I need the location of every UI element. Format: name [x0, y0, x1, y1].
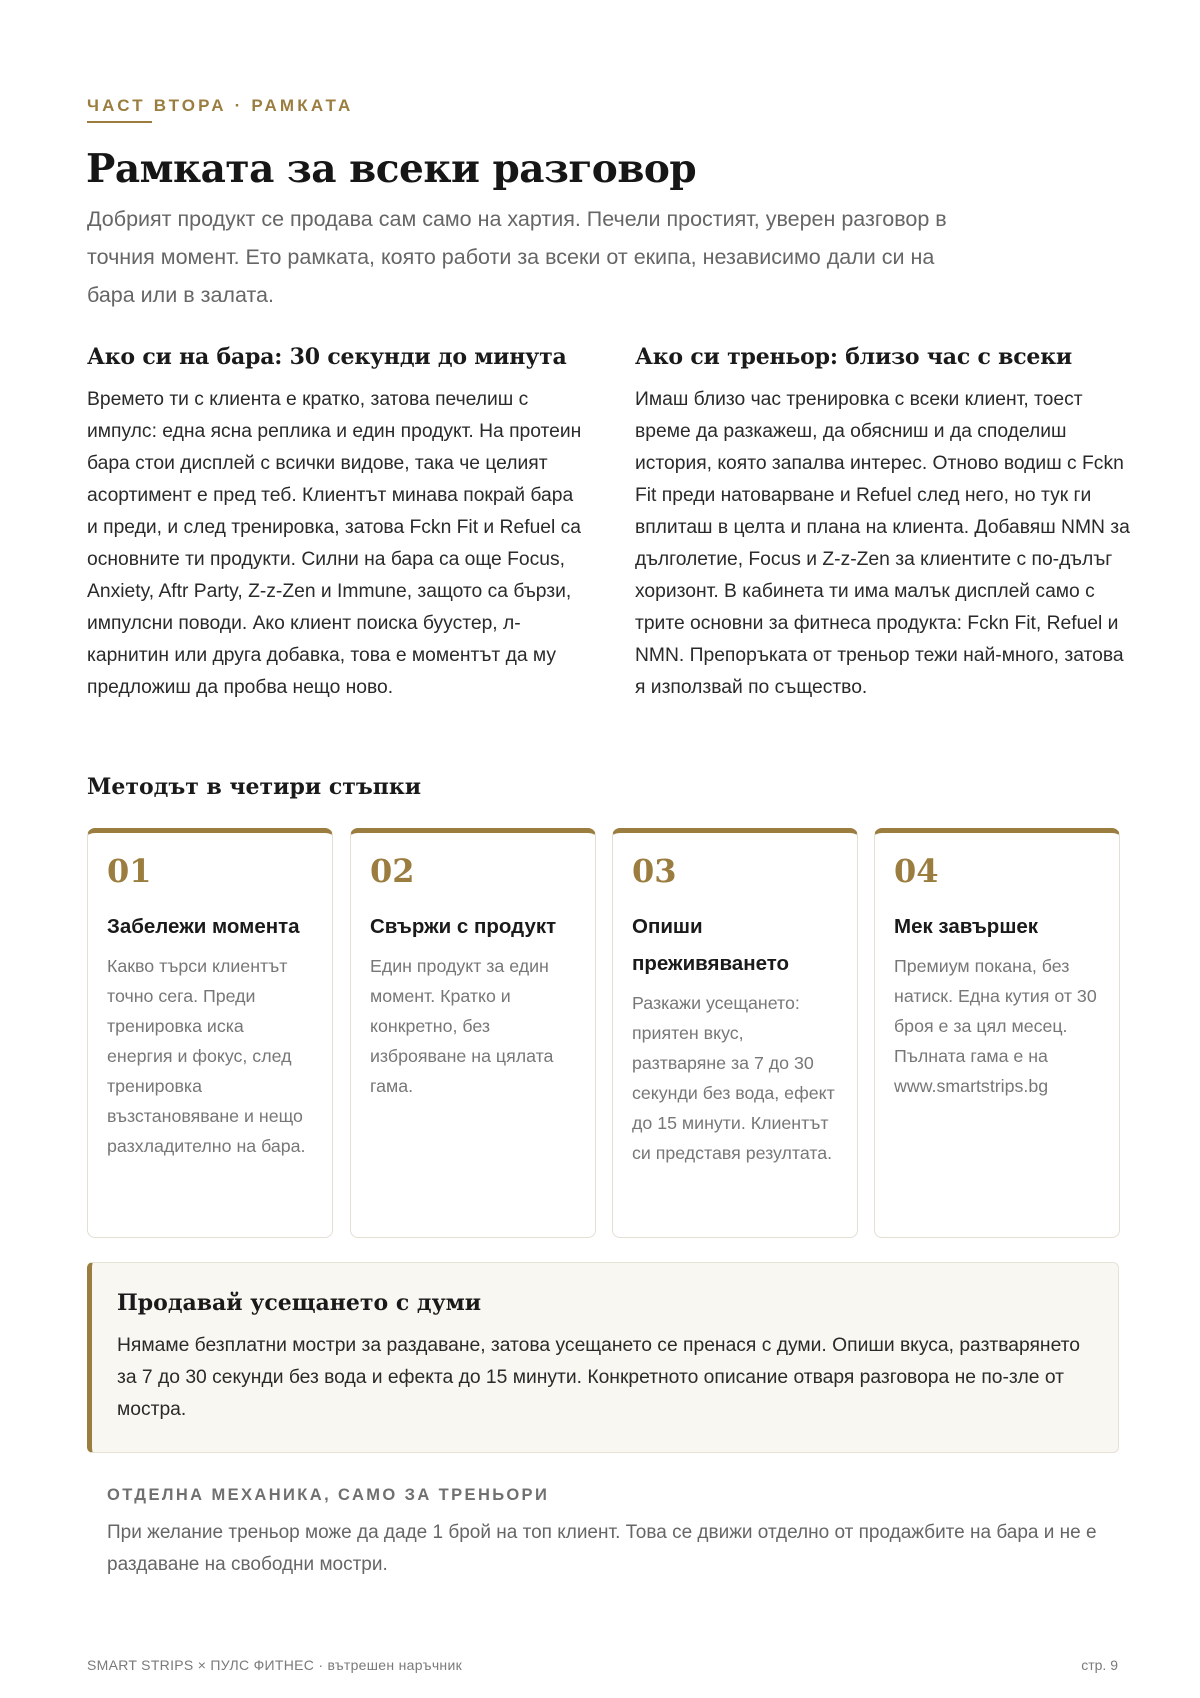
step-card-4: [874, 828, 1120, 1238]
step-title: Опиши преживяването: [632, 915, 790, 975]
callout-heading: Продавай усещането с думи: [117, 1290, 482, 1316]
step-text: Разкажи усещането: приятен вкус, разтваряне за 7 до 30 секунди без вода, ефект до 15 минути. Клиентът си представя резултата.: [632, 993, 835, 1163]
trainer-column-text: Имаш близо час тренировка с всеки клиент, тоест време да разкажеш, да обясниш и да споделиш история, която запалва интерес. Отново водиш с Fckn Fit преди натоварване и Refuel след него, но тук ги вплиташ в целта и плана на клиента. Добавяш NMN за дълголетие, Focus и Z-z-Zen за клиентите с по-дълъг хоризонт. В кабинета ти има малък дисплей само с трите основни за фитнеса продукта: Fckn Fit, Refuel и NMN. Препоръката от треньор тежи най-много, затова я използвай по същество.: [635, 389, 1130, 698]
step-title: Свържи с продукт: [370, 915, 557, 938]
trainer-column-heading: Ако си треньор: близо час с всеки: [635, 344, 1073, 370]
trainer-note-heading: ОТДЕЛНА МЕХАНИКА, САМО ЗА ТРЕНЬОРИ: [107, 1486, 550, 1504]
step-card-3: [612, 828, 858, 1238]
bar-column-text: Времето ти с клиента е кратко, затова печелиш с импулс: една ясна реплика и един продукт. На протеин бара стои дисплей с всички видове, така че целият асортимент е пред теб. Клиентът минава покрай бара и преди, и след тренировка, затова Fckn Fit и Refuel са основните ти продукти. Силни на бара са още Focus, Anxiety, Aftr Party, Z-z-Zen и Immune, защото са бързи, импулсни поводи. Ако клиент поиска буустер, л-карнитин или друга добавка, това е моментът да му предложиш да пробва нещо ново.: [87, 389, 582, 698]
step-text: Премиум покана, без натиск. Една кутия от 30 броя е за цял месец. Пълната гама е на www.smartstrips.bg: [894, 956, 1097, 1096]
bar-column-heading: Ако си на бара: 30 секунди до минута: [87, 344, 567, 370]
step-number: 03: [632, 852, 677, 890]
step-title: Мек завършек: [894, 915, 1039, 938]
intro-paragraph: Добрият продукт се продава сам само на хартия. Печели простият, уверен разговор в точния момент. Ето рамката, която работи за всеки от екипа, независимо дали си на бара или в залата.: [87, 207, 947, 307]
section-kicker: ЧАСТ ВТОРА · РАМКАТА: [87, 96, 354, 115]
page-number: стр. 9: [1081, 1657, 1118, 1673]
step-title: Забележи момента: [107, 915, 300, 938]
step-number: 02: [370, 852, 415, 890]
trainer-note-text: При желание треньор може да даде 1 брой на топ клиент. Това се движи отделно от продажбите на бара и не е раздаване на свободни мостри.: [107, 1522, 1097, 1575]
callout-box: [87, 1262, 1119, 1453]
step-number: 04: [894, 852, 939, 890]
page-title: Рамката за всеки разговор: [86, 146, 697, 192]
step-card-2: [350, 828, 596, 1238]
kicker-underline: [87, 121, 152, 123]
callout-text: Нямаме безплатни мостри за раздаване, затова усещането се пренася с думи. Опиши вкуса, разтварянето за 7 до 30 секунди без вода и ефекта до 15 минути. Конкретното описание отваря разговора не по-зле от мостра.: [117, 1335, 1081, 1420]
step-text: Един продукт за един момент. Кратко и конкретно, без изброяване на цялата гама.: [370, 956, 554, 1096]
step-card-1: [87, 828, 333, 1238]
step-text: Какво търси клиентът точно сега. Преди тренировка иска енергия и фокус, след тренировка възстановяване и нещо разхладително на бара.: [107, 956, 306, 1156]
footer-title: SMART STRIPS × ПУЛС ФИТНЕС · вътрешен наръчник: [87, 1657, 463, 1673]
steps-heading: Методът в четири стъпки: [87, 774, 422, 800]
step-number: 01: [107, 852, 152, 890]
